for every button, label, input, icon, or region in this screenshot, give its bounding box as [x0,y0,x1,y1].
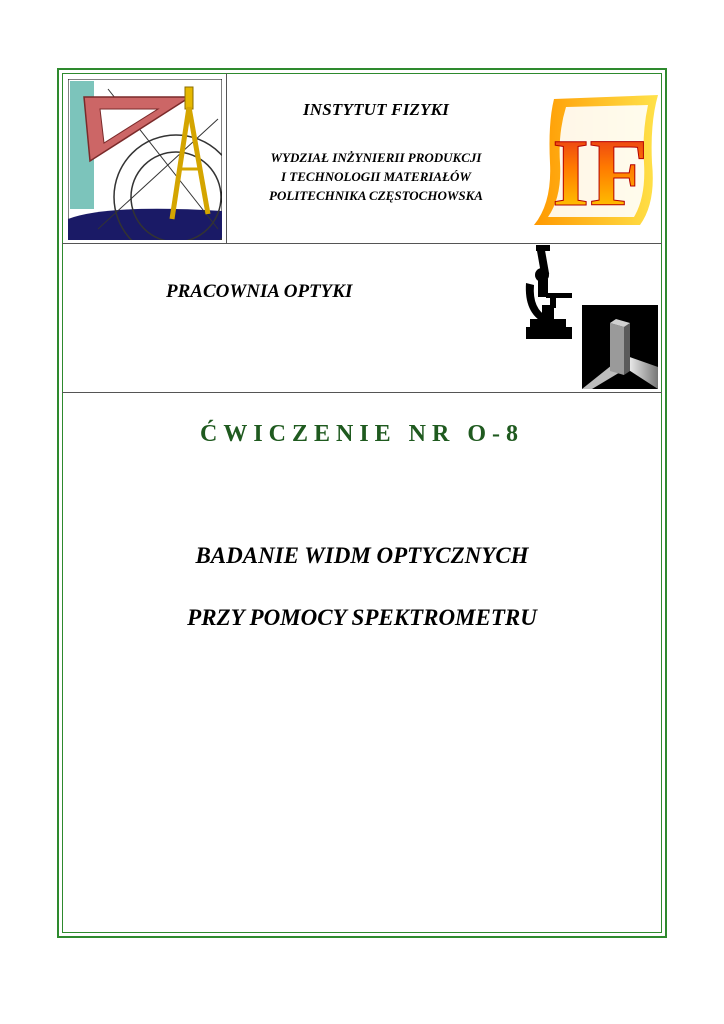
title-line-1: BADANIE WIDM OPTYCZNYCH [195,543,529,568]
title-line-2: PRZY POMOCY SPEKTROMETRU [187,605,537,630]
microscope-icon [524,243,576,343]
lab-name: PRACOWNIA OPTYKI [166,281,353,302]
logo-text: IF [552,119,648,226]
university-name: POLITECHNIKA CZĘSTOCHOWSKA [269,188,483,203]
faculty-line-1: WYDZIAŁ INŻYNIERII PRODUKCJI [270,150,482,165]
faculty-line-2: I TECHNOLOGII MATERIAŁÓW [281,169,471,184]
prism-icon [582,305,658,389]
institute-name: INSTYTUT FIZYKI [302,100,450,119]
lab-divider [62,392,662,393]
institute-block [226,100,526,205]
exercise-number: ĆWICZENIE NR O-8 [199,421,525,447]
institute-logo [532,93,662,229]
drafting-tools-illustration [68,79,222,240]
faculty-info [226,148,526,205]
